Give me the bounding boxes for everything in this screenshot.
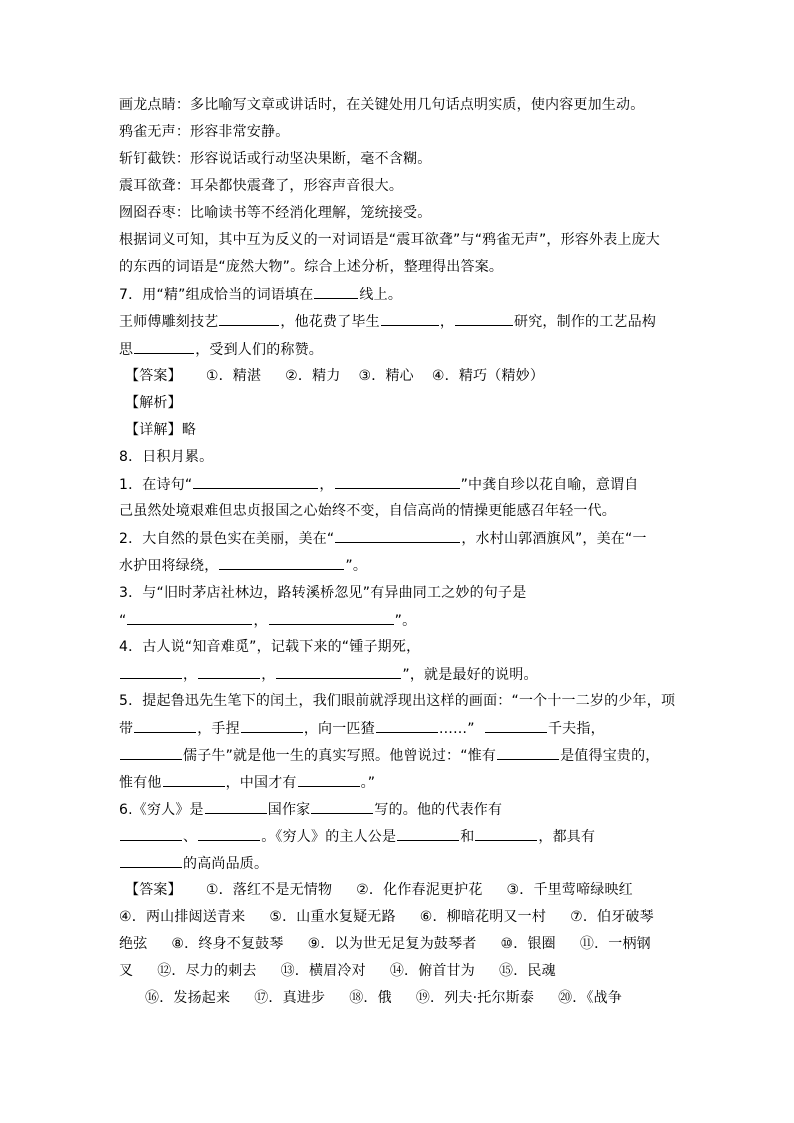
question-text: ”，就是最好的说明。 bbox=[402, 667, 538, 683]
answer-item: ⑫．尽力的刺去 bbox=[157, 963, 257, 979]
definition-term: 鸦雀无声 bbox=[119, 124, 176, 140]
question-8-answer-cont bbox=[119, 906, 679, 928]
blank bbox=[120, 663, 182, 679]
question-text: ……” bbox=[438, 721, 475, 737]
definition-line: 鸦雀无声：形容非常安静。 bbox=[119, 124, 290, 140]
answer-item: ⑪．一柄钢 bbox=[579, 936, 651, 952]
answer-item: ⑲．列夫·托尔斯泰 bbox=[415, 990, 535, 1006]
analysis-text: 的东西的词语是“庞然大物”。综合上述分析，整理得出答案。 bbox=[119, 259, 504, 275]
blank bbox=[198, 663, 260, 679]
blank bbox=[314, 283, 358, 299]
question-text: ”。 bbox=[394, 613, 417, 629]
answer-item: ④．精巧（精妙） bbox=[431, 368, 545, 384]
answer-label: 【答案】 bbox=[125, 368, 182, 384]
answer-item: 绝弦 bbox=[119, 936, 148, 952]
question-text: 儒子牛”就是他一生的真实写照。他曾说过：“惟有 bbox=[183, 748, 497, 764]
definition-term: 斩钉截铁 bbox=[119, 151, 176, 167]
question-text: ，手捏 bbox=[197, 721, 240, 737]
answer-item: ⑥．柳暗花明又一村 bbox=[419, 909, 547, 925]
question-text: ，他花费了毕生 bbox=[280, 314, 380, 330]
question-text: ， bbox=[261, 667, 276, 683]
definition-line: 震耳欲聋：耳朵都快震聋了，形容声音很大。 bbox=[119, 178, 404, 194]
answer-item: ⑮．民魂 bbox=[499, 963, 556, 979]
question-text: 写的。他的代表作有 bbox=[374, 802, 503, 818]
question-text: 带 bbox=[119, 721, 134, 737]
blank bbox=[134, 338, 194, 354]
answer-item: ⑨．以为世无足复为鼓琴者 bbox=[307, 936, 477, 952]
answer-item: ③．千里莺啼绿映红 bbox=[506, 882, 633, 898]
question-text: ，受到人们的称赞。 bbox=[195, 342, 324, 358]
question-text: 国作家 bbox=[267, 802, 311, 818]
definition-term: 囫囵吞枣 bbox=[119, 205, 176, 221]
blank bbox=[134, 717, 196, 733]
question-8-item-3-cont bbox=[119, 609, 679, 631]
answer-item: 叉 bbox=[119, 963, 134, 979]
question-7-title bbox=[119, 283, 679, 305]
definition-term: 震耳欲聋 bbox=[119, 178, 176, 194]
answer-item: ⑱．俄 bbox=[349, 990, 392, 1006]
blank bbox=[485, 717, 547, 733]
question-8-answer bbox=[119, 879, 685, 901]
blank bbox=[193, 473, 318, 489]
blank bbox=[397, 825, 459, 841]
analysis-text: 根据词义可知，其中互为反义的一对词语是“震耳欲聋”与“鸦雀无声”，形容外表上庞大 bbox=[119, 232, 661, 248]
question-text: 。” bbox=[360, 775, 376, 791]
blank bbox=[205, 798, 267, 814]
question-7-line bbox=[119, 310, 679, 332]
question-text: ，中国才有 bbox=[225, 775, 297, 791]
question-8-item-4-cont bbox=[119, 663, 679, 685]
answer-item: ⑭．俯首甘为 bbox=[389, 963, 476, 979]
blank bbox=[381, 310, 439, 326]
blank bbox=[120, 852, 182, 868]
question-8-item-5-cont bbox=[119, 717, 679, 739]
blank bbox=[311, 798, 373, 814]
question-text: “ bbox=[119, 613, 127, 629]
question-text: ，都具有 bbox=[538, 829, 596, 845]
question-text: 思 bbox=[119, 342, 134, 358]
answer-item: ⑰．真进步 bbox=[254, 990, 326, 1006]
blank bbox=[335, 527, 460, 543]
definition-meaning: 形容说话或行动坚决果断，毫不含糊。 bbox=[190, 151, 432, 167]
detail-line bbox=[119, 419, 685, 441]
question-8-item-2-cont bbox=[119, 554, 679, 576]
question-text: 1．在诗句“ bbox=[119, 477, 193, 493]
question-8-item-5-cont bbox=[119, 771, 679, 793]
blank bbox=[219, 310, 279, 326]
blank bbox=[475, 825, 537, 841]
question-text: ， bbox=[319, 477, 334, 493]
answer-label: 【答案】 bbox=[125, 882, 182, 898]
definition-meaning: 比喻读书等不经消化理解，笼统接受。 bbox=[190, 205, 432, 221]
question-text: 水护田将绿绕， bbox=[119, 558, 219, 574]
blank bbox=[120, 825, 182, 841]
answer-item: ④．两山排闼送青来 bbox=[119, 909, 246, 925]
answer-item: ①．落红不是无情物 bbox=[205, 882, 333, 898]
blank bbox=[120, 744, 182, 760]
question-text: ， bbox=[183, 667, 198, 683]
analysis-label: 【解析】 bbox=[125, 395, 182, 411]
detail-label: 【详解】 bbox=[125, 422, 182, 438]
question-8-item-6-cont bbox=[119, 852, 679, 874]
question-text: 。《穷人》的主人公是 bbox=[261, 829, 397, 845]
question-text: 的高尚品质。 bbox=[183, 856, 269, 872]
answer-item: ⑦．伯牙破琴 bbox=[570, 909, 654, 925]
question-text: 王师傅雕刻技艺 bbox=[119, 314, 219, 330]
definition-line: 囫囵吞枣：比喻读书等不经消化理解，笼统接受。 bbox=[119, 205, 432, 221]
definition-line: 画龙点睛：多比喻写文章或讲话时，在关键处用几句话点明实质，使内容更加生动。 bbox=[119, 97, 645, 113]
question-text: ”中龚自珍以花自喻，意谓自 bbox=[460, 477, 639, 493]
question-8-answer-cont bbox=[119, 960, 679, 982]
blank bbox=[335, 473, 460, 489]
definition-meaning: 多比喻写文章或讲话时，在关键处用几句话点明实质，使内容更加生动。 bbox=[190, 97, 645, 113]
question-8-item-3: 3．与“旧时茅店社林边，路转溪桥忽见”有异曲同工之妙的句子是 bbox=[119, 585, 527, 601]
question-7-line bbox=[119, 338, 679, 360]
question-text: 是值得宝贵的， bbox=[560, 748, 660, 764]
question-text: 和 bbox=[460, 829, 475, 845]
definition-meaning: 耳朵都快震聋了，形容声音很大。 bbox=[190, 178, 404, 194]
answer-item: ②．精力 bbox=[285, 368, 341, 384]
answer-item: ⑳．《战争 bbox=[558, 990, 623, 1006]
question-text: ”。 bbox=[345, 558, 368, 574]
answer-item: ⑧．终身不复鼓琴 bbox=[171, 936, 284, 952]
question-text: ， bbox=[253, 613, 268, 629]
blank bbox=[241, 717, 303, 733]
answer-item: ⑬．横眉冷对 bbox=[280, 963, 366, 979]
question-8-title: 8．日积月累。 bbox=[119, 449, 214, 465]
question-8-item-1 bbox=[119, 473, 679, 495]
answer-item: ⑩．银圈 bbox=[500, 936, 556, 952]
question-text: ， bbox=[439, 314, 455, 330]
question-7-answer bbox=[119, 365, 685, 387]
question-8-item-4: 4．古人说“知音难觅”，记载下来的“锺子期死， bbox=[119, 639, 421, 655]
blank bbox=[497, 744, 559, 760]
blank bbox=[276, 663, 401, 679]
answer-item: ②．化作春泥更护花 bbox=[356, 882, 483, 898]
blank bbox=[198, 825, 260, 841]
question-8-item-1-cont: 己虽然处境艰难但忠贞报国之心始终不变，自信高尚的情操更能感召年轻一代。 bbox=[119, 503, 616, 519]
question-text: 6.《穷人》是 bbox=[119, 802, 204, 818]
question-text: ，水村山郭酒旗风”，美在“一 bbox=[461, 531, 647, 547]
blank bbox=[455, 310, 513, 326]
answer-item: ①．精湛 bbox=[205, 368, 262, 384]
question-text: 千夫指， bbox=[547, 721, 605, 737]
definition-meaning: 形容非常安静。 bbox=[190, 124, 290, 140]
answer-item: ⑯．发扬起来 bbox=[145, 990, 231, 1006]
blank bbox=[163, 771, 225, 787]
question-8-item-6-cont bbox=[119, 825, 679, 847]
answer-item: ⑤．山重水复疑无路 bbox=[269, 909, 396, 925]
definition-term: 画龙点睛 bbox=[119, 97, 176, 113]
question-8-item-5: 5．提起鲁迅先生笔下的闰土，我们眼前就浮现出这样的画面：“一个十一二岁的少年，项 bbox=[119, 693, 676, 709]
detail-text: 略 bbox=[181, 422, 197, 438]
question-8-item-5-cont bbox=[119, 744, 679, 766]
blank bbox=[298, 771, 360, 787]
question-8-answer-cont bbox=[119, 933, 679, 955]
question-8-answer-cont bbox=[119, 987, 705, 1009]
question-text: 线上。 bbox=[359, 287, 403, 303]
question-text: 研究，制作的工艺品构 bbox=[514, 314, 657, 330]
blank bbox=[376, 717, 438, 733]
blank bbox=[219, 554, 344, 570]
blank bbox=[269, 609, 394, 625]
question-text: ，向一匹猹 bbox=[303, 721, 375, 737]
question-8-item-6 bbox=[119, 798, 679, 820]
blank bbox=[127, 609, 252, 625]
question-text: 、 bbox=[183, 829, 198, 845]
question-text: 7．用“精”组成恰当的词语填在 bbox=[119, 287, 314, 303]
question-8-item-2 bbox=[119, 527, 679, 549]
question-text: 2．大自然的景色实在美丽，美在“ bbox=[119, 531, 335, 547]
answer-item: ③．精心 bbox=[358, 368, 414, 384]
question-text: 惟有他 bbox=[119, 775, 162, 791]
definition-line: 斩钉截铁：形容说话或行动坚决果断，毫不含糊。 bbox=[119, 151, 432, 167]
